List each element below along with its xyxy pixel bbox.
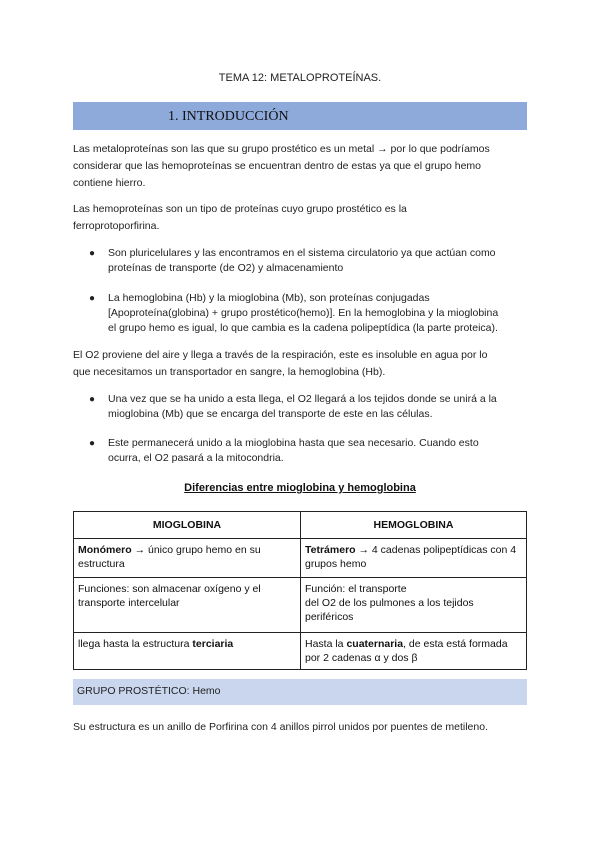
bullet-line: Son pluricelulares y las encontramos en el sistema circulatorio ya que actúan como <box>108 247 496 259</box>
cell-text: llega hasta la estructura <box>78 638 193 650</box>
cell-bold-text: cuaternaria <box>346 638 404 650</box>
paragraph-line: considerar que las hemoproteínas se encuentran dentro de estas ya que el grupo hemo <box>73 160 482 172</box>
paragraph-hemoproteinas <box>73 201 529 235</box>
cell-text: Funciones: son almacenar oxígeno y el transporte intercelular <box>78 583 261 609</box>
bullet-item <box>89 392 529 422</box>
paragraph-metaloproteinas <box>73 141 529 192</box>
table-header-row <box>74 512 527 539</box>
cell-text: → único grupo hemo en su estructura <box>78 544 261 570</box>
page-title: TEMA 12: METALOPROTEÍNAS. <box>218 72 382 84</box>
cell-text: Hasta la <box>305 638 347 650</box>
bullet-line: ocurra, el O2 pasará a la mitocondria. <box>108 452 284 464</box>
table-row <box>74 633 527 670</box>
bullet-line: La hemoglobina (Hb) y la mioglobina (Mb), son proteínas conjugadas <box>108 292 430 304</box>
paragraph-estructura <box>73 719 529 736</box>
cell-text: Función: el transporte <box>305 583 407 595</box>
bullet-item <box>89 436 529 466</box>
cell-text: → 4 cadenas polipeptídicas con 4 grupos hemo <box>305 544 517 570</box>
bullet-line: [Apoproteína(globina) + grupo prostético(hemo)]. En la hemoglobina y la mioglobina <box>108 307 499 319</box>
table-cell <box>74 633 301 670</box>
section-heading-text: GRUPO PROSTÉTICO: Hemo <box>77 685 221 697</box>
cell-bold-text: terciaria <box>192 638 234 650</box>
table-cell <box>74 578 301 633</box>
bullet-line: Una vez que se ha unido a esta llega, el O2 llegará a los tejidos donde se unirá a la <box>108 393 497 405</box>
cell-bold-text: Monómero <box>78 544 132 556</box>
paragraph-line: Su estructura es un anillo de Porfirina con 4 anillos pirrol unidos por puentes de metileno. <box>73 721 488 733</box>
cell-bold-text: Tetrámero <box>305 544 356 556</box>
paragraph-oxigeno <box>73 347 529 381</box>
paragraph-line: ferroprotoporfirina. <box>73 220 160 232</box>
bullet-item <box>89 246 529 276</box>
table-cell <box>301 578 527 633</box>
bullet-dot: ● <box>89 394 96 405</box>
comparison-table <box>73 511 527 670</box>
column-header-mioglobina: MIOGLOBINA <box>74 512 301 539</box>
paragraph-line: que necesitamos un transportador en sangre, la hemoglobina (Hb). <box>73 366 386 378</box>
table-row <box>74 539 527 578</box>
table-cell <box>301 633 527 670</box>
cell-text: del O2 de los pulmones a los tejidos periféricos <box>305 597 474 623</box>
paragraph-line: Las hemoproteínas son un tipo de proteínas cuyo grupo prostético es la <box>73 203 407 215</box>
bullet-dot: ● <box>89 438 96 449</box>
section-heading-introduccion <box>73 102 527 130</box>
table-row <box>74 578 527 633</box>
paragraph-line: Las metaloproteínas son las que su grupo prostético es un metal → por lo que podríamos <box>73 143 490 155</box>
paragraph-line: El O2 proviene del aire y llega a través de la respiración, este es insoluble en agua por lo <box>73 349 488 361</box>
table-cell <box>301 539 527 578</box>
bullet-dot: ● <box>89 248 96 259</box>
bullet-item <box>89 291 529 336</box>
paragraph-line: contiene hierro. <box>73 177 146 189</box>
section-heading-grupo-prostetico <box>73 679 527 705</box>
bullet-dot: ● <box>89 293 96 304</box>
bullet-line: mioglobina (Mb) que se encarga del transporte de este en las células. <box>108 408 433 420</box>
cell-text: , de esta está formada por 2 cadenas α y dos β <box>305 638 508 664</box>
table-title: Diferencias entre mioglobina y hemoglobina <box>184 482 416 494</box>
table-cell <box>74 539 301 578</box>
bullet-line: el grupo hemo es igual, lo que cambia es la cadena polipeptídica (la parte proteica). <box>108 322 498 334</box>
bullet-line: Este permanecerá unido a la mioglobina hasta que sea necesario. Cuando esto <box>108 437 479 449</box>
section-heading-text: 1. INTRODUCCIÓN <box>168 109 289 124</box>
bullet-line: proteínas de transporte (de O2) y almacenamiento <box>108 262 344 274</box>
column-header-hemoglobina: HEMOGLOBINA <box>301 512 527 539</box>
